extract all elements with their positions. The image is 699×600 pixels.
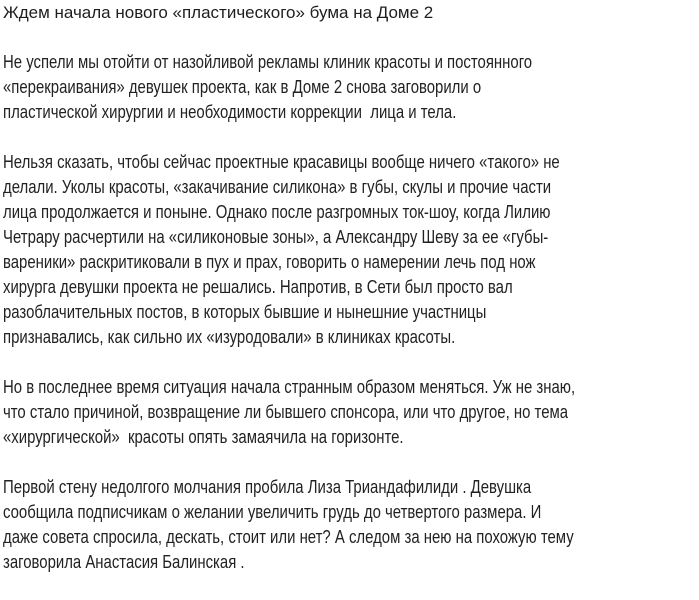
text-line: «хирургической» красоты опять замаячила на горизонте. (3, 427, 404, 447)
paragraph-2 (3, 150, 699, 350)
text-line: вареники» раскритиковали в пух и прах, говорить о намерении лечь под нож (3, 252, 536, 272)
article-title: Ждем начала нового «пластического» бума на Доме 2 (3, 3, 434, 22)
text-line: разоблачительных постов, в которых бывшие и нынешние участницы (3, 302, 487, 322)
text-line: что стало причиной, возвращение ли бывшего спонсора, или что другое, но тема (3, 402, 569, 422)
text-line: признавались, как сильно их «изуродовали» в клиниках красоты. (3, 327, 456, 347)
paragraph-3 (3, 375, 699, 450)
text-line: Не успели мы отойти от назойливой рекламы клиник красоты и постоянного (3, 52, 533, 72)
text-line: сообщила подписчикам о желании увеличить грудь до четвертого размера. И (3, 502, 542, 522)
text-line: Но в последнее время ситуация начала странным образом меняться. Уж не знаю, (3, 377, 576, 397)
text-line: Четрару расчертили на «силиконовые зоны», а Александру Шеву за ее «губы- (3, 227, 549, 247)
text-line: лица продолжается и поныне. Однако после разгромных ток-шоу, когда Лилию (3, 202, 551, 222)
text-line: пластической хирургии и необходимости коррекции лица и тела. (3, 102, 457, 122)
text-line: делали. Уколы красоты, «закачивание силикона» в губы, скулы и прочие части (3, 177, 552, 197)
text-line: хирурга девушки проекта не решались. Напротив, в Сети был просто вал (3, 277, 513, 297)
text-line: даже совета спросила, дескать, стоит или нет? А следом за нею на похожую тему (3, 527, 574, 547)
text-line: заговорила Анастасия Балинская . (3, 552, 245, 572)
paragraph-1 (3, 50, 699, 125)
text-line: Нельзя сказать, чтобы сейчас проектные красавицы вообще ничего «такого» не (3, 152, 560, 172)
paragraph-4 (3, 475, 699, 575)
text-line: «перекраивания» девушек проекта, как в Доме 2 снова заговорили о (3, 77, 482, 97)
text-line: Первой стену недолгого молчания пробила Лиза Триандафилиди . Девушка (3, 477, 532, 497)
article (3, 0, 699, 600)
spacer (3, 25, 699, 50)
